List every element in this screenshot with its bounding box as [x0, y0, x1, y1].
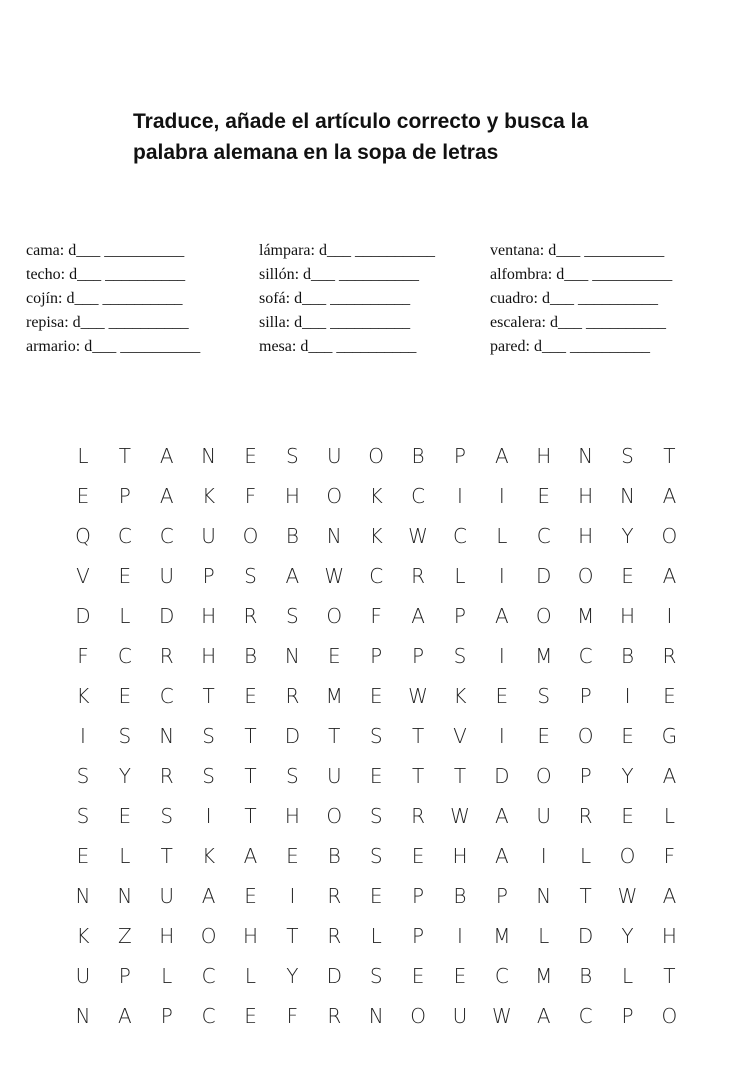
grid-letter[interactable]: B — [327, 844, 341, 868]
vocabulary-item: alfombra: d___ __________ — [490, 266, 673, 283]
grid-letter[interactable]: L — [161, 964, 173, 988]
grid-letter[interactable]: A — [159, 484, 174, 508]
grid-letter[interactable]: F — [370, 604, 382, 628]
grid-letter[interactable]: S — [286, 764, 299, 788]
grid-letter[interactable]: A — [201, 884, 216, 908]
grid-letter[interactable]: U — [159, 884, 175, 908]
grid-letter[interactable]: O — [368, 444, 385, 468]
grid-letter[interactable]: U — [326, 444, 342, 468]
vocabulary-item: sofá: d___ __________ — [259, 290, 411, 307]
grid-letter[interactable]: K — [369, 524, 383, 548]
grid-letter[interactable]: D — [75, 604, 91, 628]
grid-letter[interactable]: I — [457, 484, 463, 508]
grid-letter[interactable]: R — [159, 764, 174, 788]
grid-letter[interactable]: H — [620, 604, 636, 628]
grid-letter[interactable]: H — [159, 924, 175, 948]
grid-letter[interactable]: D — [577, 924, 594, 948]
grid-letter[interactable]: E — [663, 684, 676, 708]
grid-letter[interactable]: B — [411, 444, 425, 468]
vocabulary-item: pared: d___ __________ — [490, 338, 650, 355]
title-line-1: Traduce, añade el artículo correcto y busca la — [133, 110, 589, 133]
grid-letter[interactable]: F — [663, 844, 676, 868]
grid-letter[interactable]: K — [76, 924, 90, 948]
grid-letter[interactable]: P — [160, 1004, 173, 1028]
grid-letter[interactable]: D — [536, 564, 552, 588]
grid-letter[interactable]: O — [200, 924, 217, 948]
grid-letter[interactable]: M — [535, 964, 553, 988]
grid-letter[interactable]: T — [244, 764, 257, 788]
grid-letter[interactable]: N — [578, 444, 594, 468]
grid-letter[interactable]: L — [370, 924, 382, 948]
grid-letter[interactable]: R — [327, 1004, 342, 1028]
grid-letter[interactable]: F — [286, 1004, 299, 1028]
grid-letter[interactable]: A — [662, 884, 677, 908]
grid-letter[interactable]: E — [537, 484, 551, 508]
grid-letter[interactable]: O — [326, 484, 343, 508]
grid-letter[interactable]: S — [286, 444, 299, 468]
grid-letter[interactable]: C — [159, 684, 174, 708]
grid-letter[interactable]: M — [493, 924, 511, 948]
grid-letter[interactable]: O — [326, 604, 343, 628]
grid-letter[interactable]: E — [327, 644, 341, 668]
grid-letter[interactable]: B — [453, 884, 467, 908]
grid-row — [62, 836, 690, 876]
grid-letter[interactable]: F — [244, 484, 257, 508]
grid-letter[interactable]: E — [621, 804, 634, 828]
grid-letter[interactable]: B — [620, 644, 635, 668]
grid-letter[interactable]: E — [76, 844, 90, 868]
grid-letter[interactable]: W — [491, 1004, 512, 1028]
grid-row — [62, 636, 690, 676]
vocabulary-column-1 — [26, 239, 200, 359]
grid-letter[interactable]: T — [328, 724, 341, 748]
grid-letter[interactable]: C — [452, 524, 467, 548]
grid-letter[interactable]: U — [536, 804, 552, 828]
grid-letter[interactable]: P — [412, 644, 425, 668]
grid-letter[interactable]: S — [369, 804, 383, 828]
grid-letter[interactable]: L — [119, 844, 131, 868]
vocabulary-item: techo: d___ __________ — [26, 266, 186, 283]
grid-letter[interactable]: R — [327, 924, 342, 948]
grid-letter[interactable]: P — [412, 884, 425, 908]
grid-letter[interactable]: Y — [118, 764, 131, 788]
grid-letter[interactable]: S — [453, 644, 467, 668]
grid-letter[interactable]: E — [411, 964, 425, 988]
vocabulary-item: cama: d___ __________ — [26, 242, 185, 259]
grid-letter[interactable]: N — [284, 644, 300, 668]
vocabulary-item: escalera: d___ __________ — [490, 314, 666, 331]
grid-letter[interactable]: I — [498, 564, 505, 588]
grid-letter[interactable]: P — [412, 924, 425, 948]
grid-letter[interactable]: H — [578, 524, 594, 548]
grid-letter[interactable]: E — [411, 844, 425, 868]
grid-letter[interactable]: N — [201, 444, 217, 468]
grid-letter[interactable]: A — [285, 564, 300, 588]
grid-letter[interactable]: I — [540, 844, 547, 868]
grid-letter[interactable]: E — [621, 564, 634, 588]
grid-letter[interactable]: B — [243, 644, 258, 668]
grid-letter[interactable]: C — [536, 524, 551, 548]
grid-letter[interactable]: M — [577, 604, 595, 628]
grid-letter[interactable]: H — [201, 644, 217, 668]
grid-letter[interactable]: T — [286, 924, 299, 948]
grid-letter[interactable]: R — [662, 644, 677, 668]
word-search-grid — [62, 436, 690, 1036]
grid-letter[interactable]: P — [118, 484, 131, 508]
grid-letter[interactable]: E — [621, 724, 634, 748]
grid-letter[interactable]: C — [369, 564, 384, 588]
grid-letter[interactable]: I — [498, 484, 505, 508]
grid-letter[interactable]: E — [369, 764, 383, 788]
grid-letter[interactable]: P — [118, 964, 131, 988]
grid-letter[interactable]: A — [536, 1004, 551, 1028]
grid-letter[interactable]: E — [453, 964, 467, 988]
grid-letter[interactable]: L — [244, 964, 257, 988]
grid-letter[interactable]: E — [76, 484, 90, 508]
grid-letter[interactable]: T — [411, 764, 425, 788]
grid-letter[interactable]: N — [536, 884, 552, 908]
grid-row — [62, 756, 690, 796]
grid-letter[interactable]: P — [621, 1004, 634, 1028]
grid-letter[interactable]: U — [452, 1004, 468, 1028]
grid-letter[interactable]: A — [117, 1004, 132, 1028]
grid-letter[interactable]: N — [620, 484, 635, 508]
vocabulary-item: mesa: d___ __________ — [259, 338, 417, 355]
vocabulary-item: repisa: d___ __________ — [26, 314, 189, 331]
grid-row — [62, 916, 690, 956]
vocabulary-item: ventana: d___ __________ — [490, 242, 665, 259]
grid-letter[interactable]: T — [663, 964, 676, 988]
grid-letter[interactable]: E — [244, 1004, 257, 1028]
vocabulary-column-3 — [490, 239, 672, 359]
grid-letter[interactable]: Y — [621, 524, 634, 548]
grid-letter[interactable]: S — [244, 564, 257, 588]
grid-letter[interactable]: C — [578, 644, 593, 668]
grid-letter[interactable]: P — [579, 684, 592, 708]
grid-letter[interactable]: E — [244, 884, 257, 908]
grid-letter[interactable]: I — [498, 724, 505, 748]
grid-letter[interactable]: O — [577, 564, 594, 588]
title-line-2: palabra alemana en la sopa de letras — [133, 141, 499, 164]
grid-letter[interactable]: M — [325, 684, 343, 708]
grid-letter[interactable]: L — [119, 604, 131, 628]
grid-letter[interactable]: H — [284, 804, 300, 828]
grid-row — [62, 996, 690, 1036]
grid-letter[interactable]: S — [118, 724, 132, 748]
grid-letter[interactable]: I — [289, 884, 296, 908]
grid-letter[interactable]: W — [408, 684, 428, 708]
grid-letter[interactable]: E — [369, 884, 383, 908]
grid-letter[interactable]: I — [205, 804, 212, 828]
grid-letter[interactable]: K — [369, 484, 383, 508]
grid-letter[interactable]: B — [579, 964, 593, 988]
grid-letter[interactable]: E — [495, 684, 509, 708]
grid-letter[interactable]: S — [202, 724, 215, 748]
grid-letter[interactable]: R — [159, 644, 174, 668]
grid-letter[interactable]: L — [663, 804, 675, 828]
grid-row — [62, 676, 690, 716]
grid-letter[interactable]: L — [77, 444, 89, 468]
grid-row — [62, 956, 690, 996]
grid-letter[interactable]: T — [579, 884, 592, 908]
grid-letter[interactable]: D — [494, 764, 510, 788]
grid-letter[interactable]: P — [370, 644, 383, 668]
vocabulary-item: armario: d___ __________ — [26, 338, 201, 355]
grid-letter[interactable]: T — [202, 684, 215, 708]
grid-letter[interactable]: O — [410, 1004, 426, 1028]
grid-letter[interactable]: R — [411, 564, 426, 588]
grid-letter[interactable]: L — [621, 964, 634, 988]
grid-letter[interactable]: P — [579, 764, 592, 788]
grid-letter[interactable]: O — [577, 724, 594, 748]
grid-letter[interactable]: P — [495, 884, 508, 908]
grid-letter[interactable]: H — [201, 604, 217, 628]
grid-letter[interactable]: Z — [117, 924, 132, 948]
grid-letter[interactable]: D — [159, 604, 175, 628]
grid-row — [62, 716, 690, 756]
grid-letter[interactable]: C — [201, 1004, 216, 1028]
grid-letter[interactable]: U — [201, 524, 216, 548]
grid-letter[interactable]: I — [498, 644, 505, 668]
grid-letter[interactable]: N — [326, 524, 342, 548]
grid-letter[interactable]: K — [76, 684, 90, 708]
grid-letter[interactable]: U — [326, 764, 342, 788]
grid-letter[interactable]: E — [286, 844, 299, 868]
grid-letter[interactable]: E — [244, 444, 257, 468]
grid-letter[interactable]: L — [496, 524, 508, 548]
grid-letter[interactable]: T — [453, 764, 467, 788]
grid-letter[interactable]: Y — [621, 924, 634, 948]
grid-letter[interactable]: P — [453, 444, 466, 468]
vocabulary-item: cuadro: d___ __________ — [490, 290, 658, 307]
grid-letter[interactable]: U — [75, 964, 91, 988]
grid-letter[interactable]: H — [578, 484, 594, 508]
grid-letter[interactable]: T — [244, 804, 257, 828]
grid-letter[interactable]: K — [202, 844, 216, 868]
vocabulary-item: silla: d___ __________ — [259, 314, 411, 331]
grid-letter[interactable]: T — [118, 444, 131, 468]
grid-letter[interactable]: N — [75, 1004, 91, 1028]
grid-letter[interactable]: A — [243, 844, 258, 868]
grid-letter[interactable]: I — [457, 924, 463, 948]
grid-letter[interactable]: H — [284, 484, 300, 508]
grid-letter[interactable]: D — [284, 724, 301, 748]
grid-row — [62, 436, 690, 476]
grid-letter[interactable]: T — [160, 844, 173, 868]
grid-letter[interactable]: R — [411, 804, 426, 828]
grid-letter[interactable]: V — [453, 724, 467, 748]
grid-letter[interactable]: M — [535, 644, 553, 668]
grid-letter[interactable]: S — [369, 724, 383, 748]
grid-letter[interactable]: T — [663, 444, 676, 468]
grid-row — [62, 556, 690, 596]
grid-letter[interactable]: O — [619, 844, 636, 868]
grid-letter[interactable]: S — [621, 444, 634, 468]
grid-letter[interactable]: Q — [75, 524, 91, 548]
grid-letter[interactable]: A — [159, 444, 174, 468]
grid-letter[interactable]: V — [76, 564, 90, 588]
grid-letter[interactable]: R — [327, 884, 342, 908]
vocabulary-item: sillón: d___ __________ — [259, 266, 420, 283]
grid-letter[interactable]: E — [118, 804, 132, 828]
grid-row — [62, 516, 690, 556]
grid-letter[interactable]: L — [538, 924, 550, 948]
grid-letter[interactable]: A — [662, 564, 677, 588]
grid-letter[interactable]: A — [495, 804, 509, 828]
vocabulary-item: cojín: d___ __________ — [26, 290, 183, 307]
grid-letter[interactable]: R — [578, 804, 593, 828]
grid-letter[interactable]: N — [75, 884, 91, 908]
grid-letter[interactable]: L — [454, 564, 466, 588]
grid-letter[interactable]: Y — [621, 764, 634, 788]
grid-letter[interactable]: S — [160, 804, 174, 828]
grid-letter[interactable]: R — [285, 684, 300, 708]
grid-letter[interactable]: I — [666, 604, 673, 628]
grid-letter[interactable]: A — [662, 484, 677, 508]
grid-letter[interactable]: O — [326, 804, 343, 828]
grid-letter[interactable]: I — [624, 684, 631, 708]
grid-letter[interactable]: K — [453, 684, 467, 708]
vocabulary-item: lámpara: d___ __________ — [259, 242, 435, 259]
grid-letter[interactable]: O — [535, 604, 552, 628]
grid-letter[interactable]: A — [662, 764, 677, 788]
grid-letter[interactable]: S — [76, 804, 90, 828]
grid-letter[interactable]: C — [578, 1004, 593, 1028]
grid-letter[interactable]: N — [117, 884, 133, 908]
grid-letter[interactable]: R — [243, 604, 258, 628]
grid-letter[interactable]: C — [117, 644, 132, 668]
grid-letter[interactable]: E — [369, 684, 383, 708]
grid-letter[interactable]: D — [326, 964, 342, 988]
grid-letter[interactable]: A — [495, 444, 509, 468]
grid-letter[interactable]: S — [369, 964, 383, 988]
grid-row — [62, 796, 690, 836]
grid-letter[interactable]: K — [202, 484, 216, 508]
grid-letter[interactable]: F — [77, 644, 89, 668]
grid-letter[interactable]: S — [537, 684, 551, 708]
grid-letter[interactable]: H — [242, 924, 259, 948]
grid-letter[interactable]: C — [117, 524, 132, 548]
grid-letter[interactable]: S — [76, 764, 90, 788]
grid-letter[interactable]: G — [661, 724, 678, 748]
grid-letter[interactable]: C — [411, 484, 426, 508]
grid-letter[interactable]: W — [617, 884, 638, 908]
grid-row — [62, 876, 690, 916]
grid-letter[interactable]: C — [201, 964, 216, 988]
grid-letter[interactable]: P — [202, 564, 215, 588]
grid-letter[interactable]: S — [369, 844, 383, 868]
grid-letter[interactable]: O — [242, 524, 259, 548]
grid-letter[interactable]: W — [408, 524, 428, 548]
grid-letter[interactable]: U — [159, 564, 175, 588]
grid-letter[interactable]: O — [661, 524, 678, 548]
grid-letter[interactable]: W — [450, 804, 470, 828]
grid-letter[interactable]: C — [159, 524, 174, 548]
grid-letter[interactable]: E — [537, 724, 551, 748]
grid-letter[interactable]: A — [495, 844, 509, 868]
grid-letter[interactable]: O — [661, 1004, 678, 1028]
grid-letter[interactable]: H — [536, 444, 552, 468]
grid-letter[interactable]: A — [495, 604, 509, 628]
grid-letter[interactable]: N — [368, 1004, 384, 1028]
grid-letter[interactable]: H — [452, 844, 468, 868]
grid-row — [62, 476, 690, 516]
grid-letter[interactable]: E — [244, 684, 257, 708]
grid-letter[interactable]: P — [453, 604, 466, 628]
worksheet-title — [133, 106, 653, 168]
grid-letter[interactable]: T — [411, 724, 425, 748]
grid-letter[interactable]: L — [580, 844, 592, 868]
grid-letter[interactable]: T — [244, 724, 257, 748]
grid-letter[interactable]: W — [324, 564, 345, 588]
grid-letter[interactable]: E — [118, 684, 132, 708]
grid-letter[interactable]: S — [286, 604, 299, 628]
grid-letter[interactable]: I — [79, 724, 86, 748]
grid-row — [62, 596, 690, 636]
vocabulary-list — [0, 239, 750, 359]
grid-letter[interactable]: C — [494, 964, 509, 988]
grid-letter[interactable]: A — [411, 604, 425, 628]
grid-letter[interactable]: N — [159, 724, 175, 748]
grid-letter[interactable]: O — [535, 764, 552, 788]
vocabulary-column-2 — [259, 239, 435, 359]
grid-letter[interactable]: H — [661, 924, 677, 948]
grid-letter[interactable]: S — [202, 764, 215, 788]
grid-letter[interactable]: Y — [286, 964, 299, 988]
grid-letter[interactable]: B — [285, 524, 299, 548]
grid-letter[interactable]: E — [118, 564, 132, 588]
